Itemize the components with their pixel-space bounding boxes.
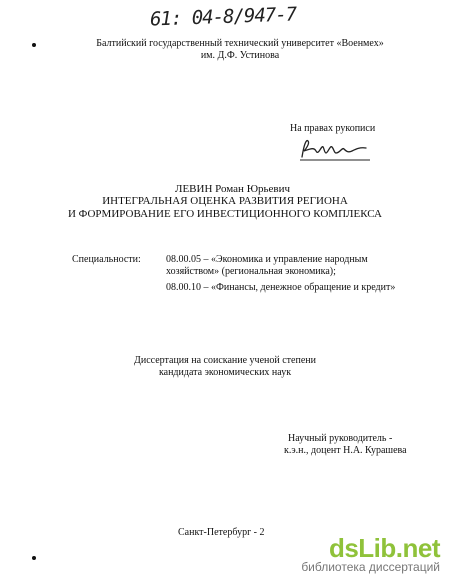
specialty-line-2: хозяйством» (региональная экономика); <box>166 266 336 277</box>
author-name: ЛЕВИН Роман Юрьевич <box>175 183 291 195</box>
university-line-1: Балтийский государственный технический университет «Военмех» <box>96 38 384 49</box>
watermark-subtitle: библиотека диссертаций <box>301 560 440 574</box>
watermark <box>301 533 440 574</box>
title-line-1: ИНТЕГРАЛЬНАЯ ОЦЕНКА РАЗВИТИЯ РЕГИОНА <box>102 195 348 207</box>
handwritten-code: 61: 04-8/947-7 <box>149 3 297 31</box>
margin-mark-bottom <box>32 556 36 560</box>
dissertation-line-1: Диссертация на соискание ученой степени <box>134 355 316 366</box>
margin-mark <box>32 43 36 47</box>
supervisor-line-1: Научный руководитель - <box>288 433 393 444</box>
specialty-line-1: 08.00.05 – «Экономика и управление народным <box>166 254 368 265</box>
specialty-line-3: 08.00.10 – «Финансы, денежное обращение и кредит» <box>166 282 396 293</box>
title-line-2: И ФОРМИРОВАНИЕ ЕГО ИНВЕСТИЦИОННОГО КОМПЛЕКСА <box>67 208 383 220</box>
city-year: Санкт-Петербург - 2 <box>178 527 265 538</box>
dissertation-line-2: кандидата экономических наук <box>158 367 292 378</box>
specialties-label: Специальности: <box>72 254 141 265</box>
university-line-2: им. Д.Ф. Устинова <box>200 50 280 61</box>
rights-note: На правах рукописи <box>290 123 376 134</box>
supervisor-line-2: к.э.н., доцент Н.А. Курашева <box>284 445 407 456</box>
signature-image <box>296 135 374 165</box>
watermark-logo: dsLib.net <box>328 533 440 563</box>
